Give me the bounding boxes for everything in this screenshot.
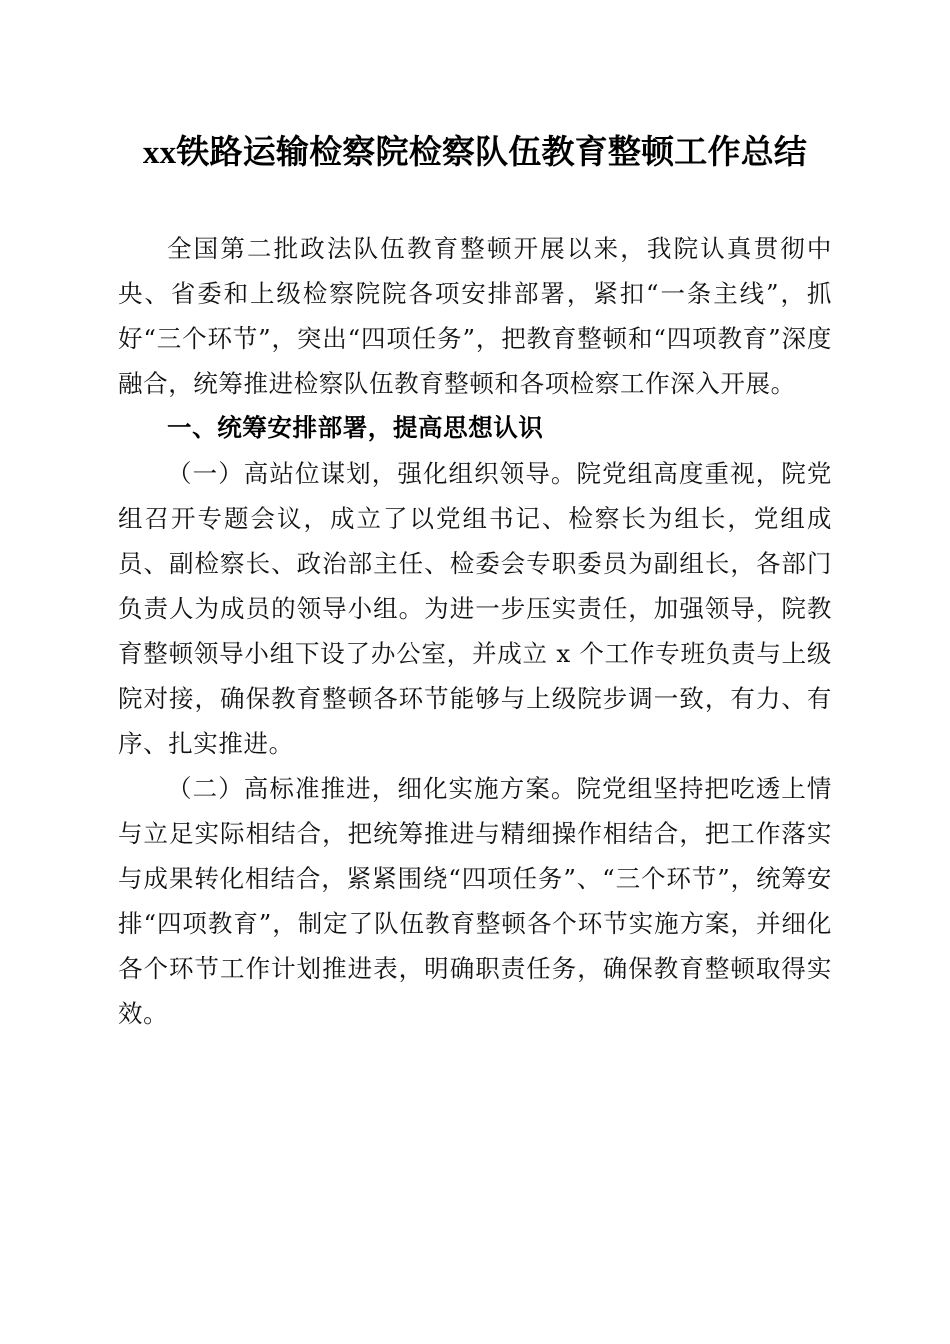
document-body (118, 226, 832, 1036)
section-heading-1: 一、统筹安排部署，提高思想认识 (167, 415, 544, 442)
intro-paragraph: 全国第二批政法队伍教育整顿开展以来，我院认真贯彻中央、省委和上级检察院院各项安排部署，紧扣“一条主线”，抓好“三个环节”，突出“四项任务”，把教育整顿和“四项教育”深度融合，统筹推进检察队伍教育整顿和各项检察工作深入开展。 (118, 234, 832, 398)
page-title: xx铁路运输检察院检察队伍教育整顿工作总结 (142, 135, 808, 171)
document-content-column (118, 0, 832, 1036)
subsection-paragraph-1: （一）高站位谋划，强化组织领导。院党组高度重视，院党组召开专题会议，成立了以党组书记、检察长为组长，党组成员、副检察长、政治部主任、检委会专职委员为副组长，各部门负责人为成员的领导小组。为进一步压实责任，加强领导，院教育整顿领导小组下设了办公室，并成立 x 个工作专班负责与上级院对接，确保教育整顿各环节能够与上级院步调一致，有力、有序、扎实推进。 (118, 459, 832, 758)
subsection-paragraph-2: （二）高标准推进，细化实施方案。院党组坚持把吃透上情与立足实际相结合，把统筹推进与精细操作相结合，把工作落实与成果转化相结合，紧紧围绕“四项任务”、“三个环节”，统筹安排“四项教育”，制定了队伍教育整顿各个环节实施方案，并细化各个环节工作计划推进表，明确职责任务，确保教育整顿取得实效。 (118, 774, 832, 1028)
